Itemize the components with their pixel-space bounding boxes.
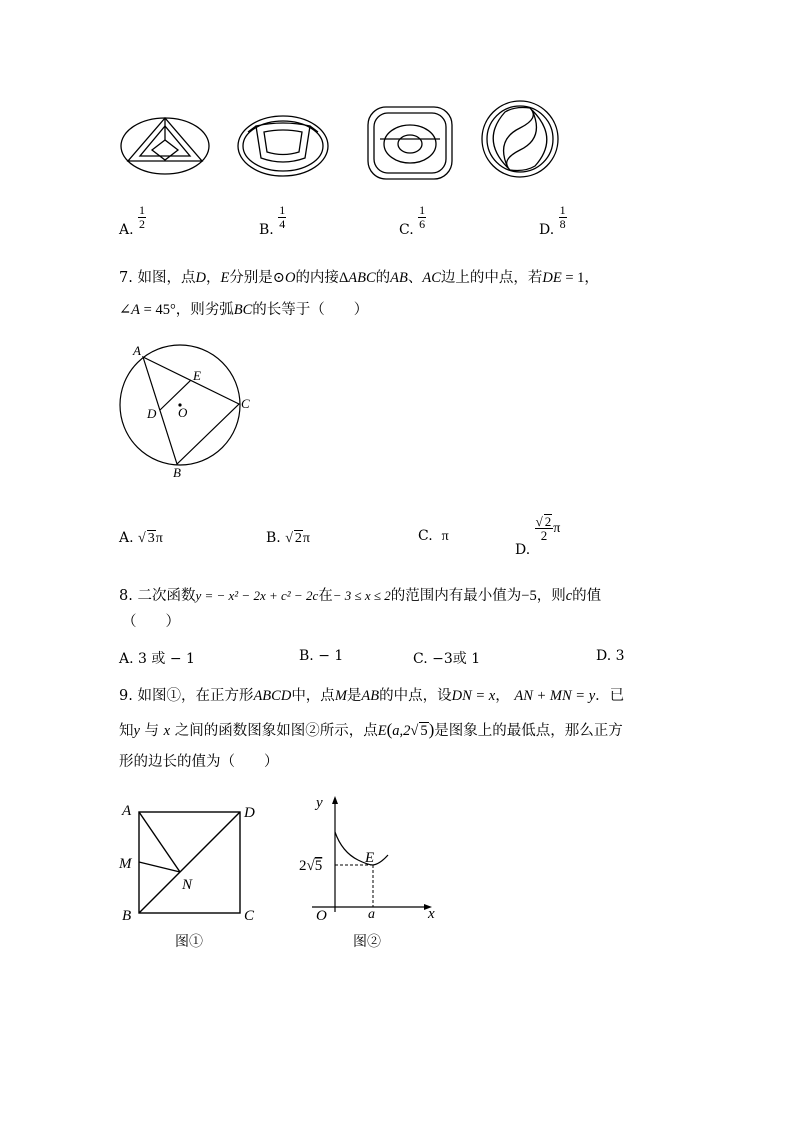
q6-option-fraction: $\frac{1}{4}$ bbox=[279, 203, 286, 231]
logo-4-icon bbox=[482, 101, 558, 177]
q9-line-2: 知y 与 x 之间的函数图象如图②所示，点E(a,2√ 5)是图象上的最低点，那么正方 bbox=[119, 720, 623, 739]
q6-logos bbox=[0, 0, 794, 200]
q9-figure-1 bbox=[110, 795, 270, 955]
q7-option-b[interactable]: B. √ 2π bbox=[266, 530, 310, 546]
q9-figure-2 bbox=[290, 790, 450, 955]
logo-1-icon bbox=[121, 118, 209, 174]
q6-option-a[interactable] bbox=[119, 203, 146, 238]
q6-option-d[interactable] bbox=[539, 203, 567, 238]
q8-option-a[interactable]: A. 3 或 − 1 bbox=[119, 651, 195, 667]
label-n: N bbox=[182, 877, 193, 893]
label-a: A bbox=[122, 803, 132, 819]
label-d: D bbox=[244, 805, 255, 821]
q6-option-fraction: $\frac{1}{6}$ bbox=[419, 203, 426, 231]
q7-figure bbox=[110, 340, 260, 480]
q6-option-b[interactable] bbox=[259, 203, 286, 238]
q7-option-d[interactable]: D. $\frac{√ 2}{2}$ π bbox=[515, 514, 561, 558]
q8-line-1: 8. 二次函数y = − x² − 2x + c² − 2c在− 3 ≤ x ≤ 2的范围内有最小值为−5，则c的值 bbox=[119, 588, 602, 604]
q6-option-letter: D. bbox=[539, 221, 555, 238]
q7-line-1: 7. 如图，点D，E分别是⊙O的内接ΔABC的AB、AC边上的中点，若DE = 1， bbox=[119, 270, 599, 286]
y-axis-arrow bbox=[332, 796, 338, 804]
q9-line-1: 9. 如图①，在正方形ABCD中，点M是AB的中点，设DN = x， AN + MN = y．已 bbox=[119, 688, 625, 704]
q9-line-3: 形的边长的值为（ ） bbox=[119, 754, 279, 770]
q8-line-2: （ ） bbox=[122, 614, 180, 630]
function-curve bbox=[335, 832, 388, 865]
label-e: E bbox=[193, 368, 201, 383]
label-d: D bbox=[147, 406, 157, 421]
label-m: M bbox=[119, 856, 132, 872]
label-a: a bbox=[368, 907, 375, 922]
label-o: O bbox=[316, 908, 327, 924]
diagonal-bd bbox=[139, 812, 240, 913]
q6-option-fraction: $\frac{1}{8}$ bbox=[559, 203, 566, 231]
label-a: A bbox=[133, 343, 141, 358]
triangle-abc bbox=[143, 357, 239, 464]
q7-option-a[interactable]: A. √ 3π bbox=[119, 530, 163, 546]
label-b: B bbox=[122, 908, 132, 924]
q7-line-2: ∠A = 45°，则劣弧BC的长等于（ ） bbox=[119, 302, 369, 318]
label-y: y bbox=[316, 795, 323, 811]
q6-option-c[interactable] bbox=[399, 203, 426, 238]
q6-option-letter: B. bbox=[259, 221, 274, 238]
logo-3-icon bbox=[368, 107, 452, 179]
label-x: x bbox=[428, 906, 435, 922]
label-value: 2√5 bbox=[299, 858, 323, 874]
q7-option-c[interactable]: C. π bbox=[418, 528, 449, 544]
q6-option-letter: C. bbox=[399, 221, 414, 238]
q8-option-d[interactable]: D. 3 bbox=[596, 648, 625, 664]
label-b: B bbox=[173, 465, 181, 480]
caption-fig-2: 图② bbox=[353, 935, 381, 950]
caption-fig-1: 图① bbox=[175, 935, 203, 950]
q6-option-letter: A. bbox=[119, 221, 134, 238]
q8-option-c[interactable]: C. −3或 1 bbox=[413, 651, 481, 667]
q6-option-fraction: $\frac{1}{2}$ bbox=[139, 203, 146, 231]
logo-2-icon bbox=[238, 116, 328, 176]
label-e: E bbox=[365, 850, 375, 866]
label-o: O bbox=[178, 405, 188, 420]
label-c: C bbox=[244, 908, 255, 924]
q8-option-b[interactable]: B. − 1 bbox=[299, 648, 344, 664]
label-c: C bbox=[241, 396, 250, 411]
